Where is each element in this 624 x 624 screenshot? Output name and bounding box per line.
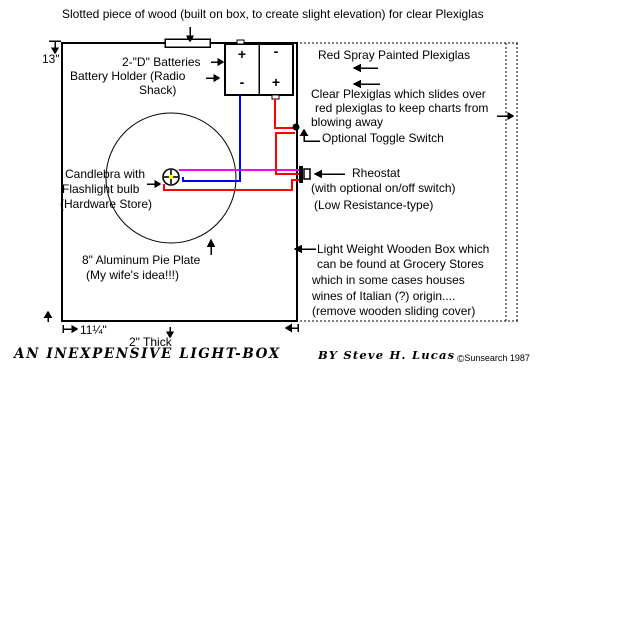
arrow-pie-plate xyxy=(208,240,214,255)
bulb-icon xyxy=(163,169,179,185)
label-width-dimension: 11¼" xyxy=(80,323,107,337)
battery-sign-left-bottom: - xyxy=(239,74,245,90)
battery-sign-left-top: + xyxy=(237,46,247,62)
label-pie-plate-line1: 8" Aluminum Pie Plate xyxy=(82,253,201,267)
label-rheostat-note1: (with optional on/off switch) xyxy=(311,181,456,195)
wire-red-switch-to-rheostat xyxy=(276,133,299,174)
label-rheostat: Rheostat xyxy=(352,166,401,180)
diagram-byline: BY Steve H. Lucas xyxy=(318,348,456,362)
arrow-candelabra xyxy=(147,181,160,187)
label-wooden-box-line5: (remove wooden sliding cover) xyxy=(312,304,476,318)
arrow-rheostat xyxy=(315,171,345,177)
battery-terminal-bottom xyxy=(272,95,279,99)
copyright-icon: © xyxy=(457,354,465,365)
arrow-batteries xyxy=(211,59,223,65)
label-wooden-box-line4: wines of Italian (?) origin.... xyxy=(312,289,456,303)
battery-sign-right-bottom: + xyxy=(271,74,281,90)
label-pie-plate-line2: (My wife's idea!!!) xyxy=(86,268,179,282)
label-thickness: 2" Thick xyxy=(129,335,172,349)
bulb-filament-dot xyxy=(169,175,173,179)
battery-terminal-top xyxy=(237,40,244,44)
rheostat-body xyxy=(299,166,310,183)
label-clear-plexiglas-line3: blowing away xyxy=(311,115,384,129)
arrow-width-dimension-right xyxy=(286,324,298,332)
label-red-plexiglas: Red Spray Painted Plexiglas xyxy=(318,48,471,62)
battery-sign-right-top: - xyxy=(273,43,279,59)
label-toggle-switch: Optional Toggle Switch xyxy=(322,131,444,145)
label-height-dimension: 13" xyxy=(42,52,60,66)
wire-blue xyxy=(183,95,240,181)
label-clear-plexiglas-line1: Clear Plexiglas which slides over xyxy=(311,87,486,101)
label-clear-plexiglas-line2: red plexiglas to keep charts from xyxy=(315,101,489,115)
label-rheostat-note2: (Low Resistance-type) xyxy=(314,198,434,212)
credit-text: Sunsearch 1987 xyxy=(464,353,530,363)
arrow-battery-holder xyxy=(206,75,219,81)
arrow-red-plexiglas xyxy=(354,65,378,71)
arrow-toggle-switch xyxy=(301,130,320,141)
label-battery-holder-line2: Shack) xyxy=(139,83,177,97)
diagram-title: AN INEXPENSIVE LIGHT-BOX xyxy=(14,346,281,362)
arrow-wooden-box xyxy=(295,246,316,252)
label-candelabra-line1: Candlebra with xyxy=(65,167,146,181)
arrow-slot-pointer xyxy=(187,27,193,41)
arrow-width-dimension-left xyxy=(63,325,77,333)
label-battery-holder-line1: Battery Holder (Radio xyxy=(70,69,186,83)
label-batteries: 2-"D" Batteries xyxy=(122,55,201,69)
label-candelabra-line2: Flashlight bulb xyxy=(62,182,140,196)
wire-red-battery-to-switch xyxy=(275,99,293,128)
label-wooden-box-line2: can be found at Grocery Stores xyxy=(317,257,484,271)
wood-slot xyxy=(165,39,210,47)
label-candelabra-line3: (Hardware Store) xyxy=(60,197,153,211)
arrow-slide-direction xyxy=(497,113,513,119)
label-wooden-box-line3: which in some cases houses xyxy=(312,273,465,287)
label-slotted-wood-note: Slotted piece of wood (built on box, to create slight elevation) for clear Plexiglas xyxy=(62,7,484,21)
diagram-credit xyxy=(457,353,530,365)
label-wooden-box-line1: Light Weight Wooden Box which xyxy=(317,242,490,256)
arrow-height-dimension-bottom xyxy=(45,312,51,322)
toggle-switch-dot xyxy=(293,124,300,131)
